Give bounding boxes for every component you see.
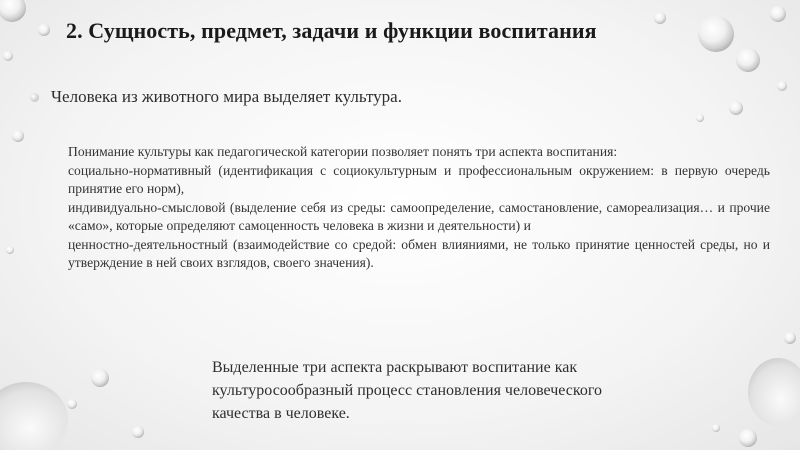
conclusion-line-2: культуросообразный процесс становления человеческого <box>212 382 602 399</box>
conclusion-line-3: качества в человеке. <box>212 405 350 422</box>
paragraph-aspect-3: ценностно-деятельностный (взаимодействие со средой: обмен влияниями, не только принятие ценностей среды, но и утверждение в ней своих взглядов, своего значения). <box>68 236 770 270</box>
drops-left <box>6 130 24 254</box>
aspects-text-block <box>68 143 770 273</box>
bullet-statement <box>30 87 402 107</box>
conclusion-line-1: Выделенные три аспекта раскрывают воспитание как <box>212 359 578 376</box>
drops-top-left <box>0 0 50 61</box>
conclusion-text <box>212 356 752 425</box>
paragraph-intro: Понимание культуры как педагогической категории позволяет понять три аспекта воспитания: <box>68 144 618 159</box>
bullet-text: Человека из животного мира выделяет культура. <box>51 87 402 106</box>
paragraph-aspect-2: индивидуально-смысловой (выделение себя из среды: самоопределение, самостановление, самореализация… и прочие «само», которые определяют самоценность человека в жизни и деятельности) и <box>68 199 770 233</box>
bullet-dot-icon <box>30 93 39 102</box>
paragraph-aspect-1: социально-нормативный (идентификация с социокультурным и профессиональным окружением: в первую очередь принятие его норм), <box>68 162 770 196</box>
drops-bottom-left <box>0 369 144 450</box>
slide-title: 2. Сущность, предмет, задачи и функции воспитания <box>66 18 597 43</box>
